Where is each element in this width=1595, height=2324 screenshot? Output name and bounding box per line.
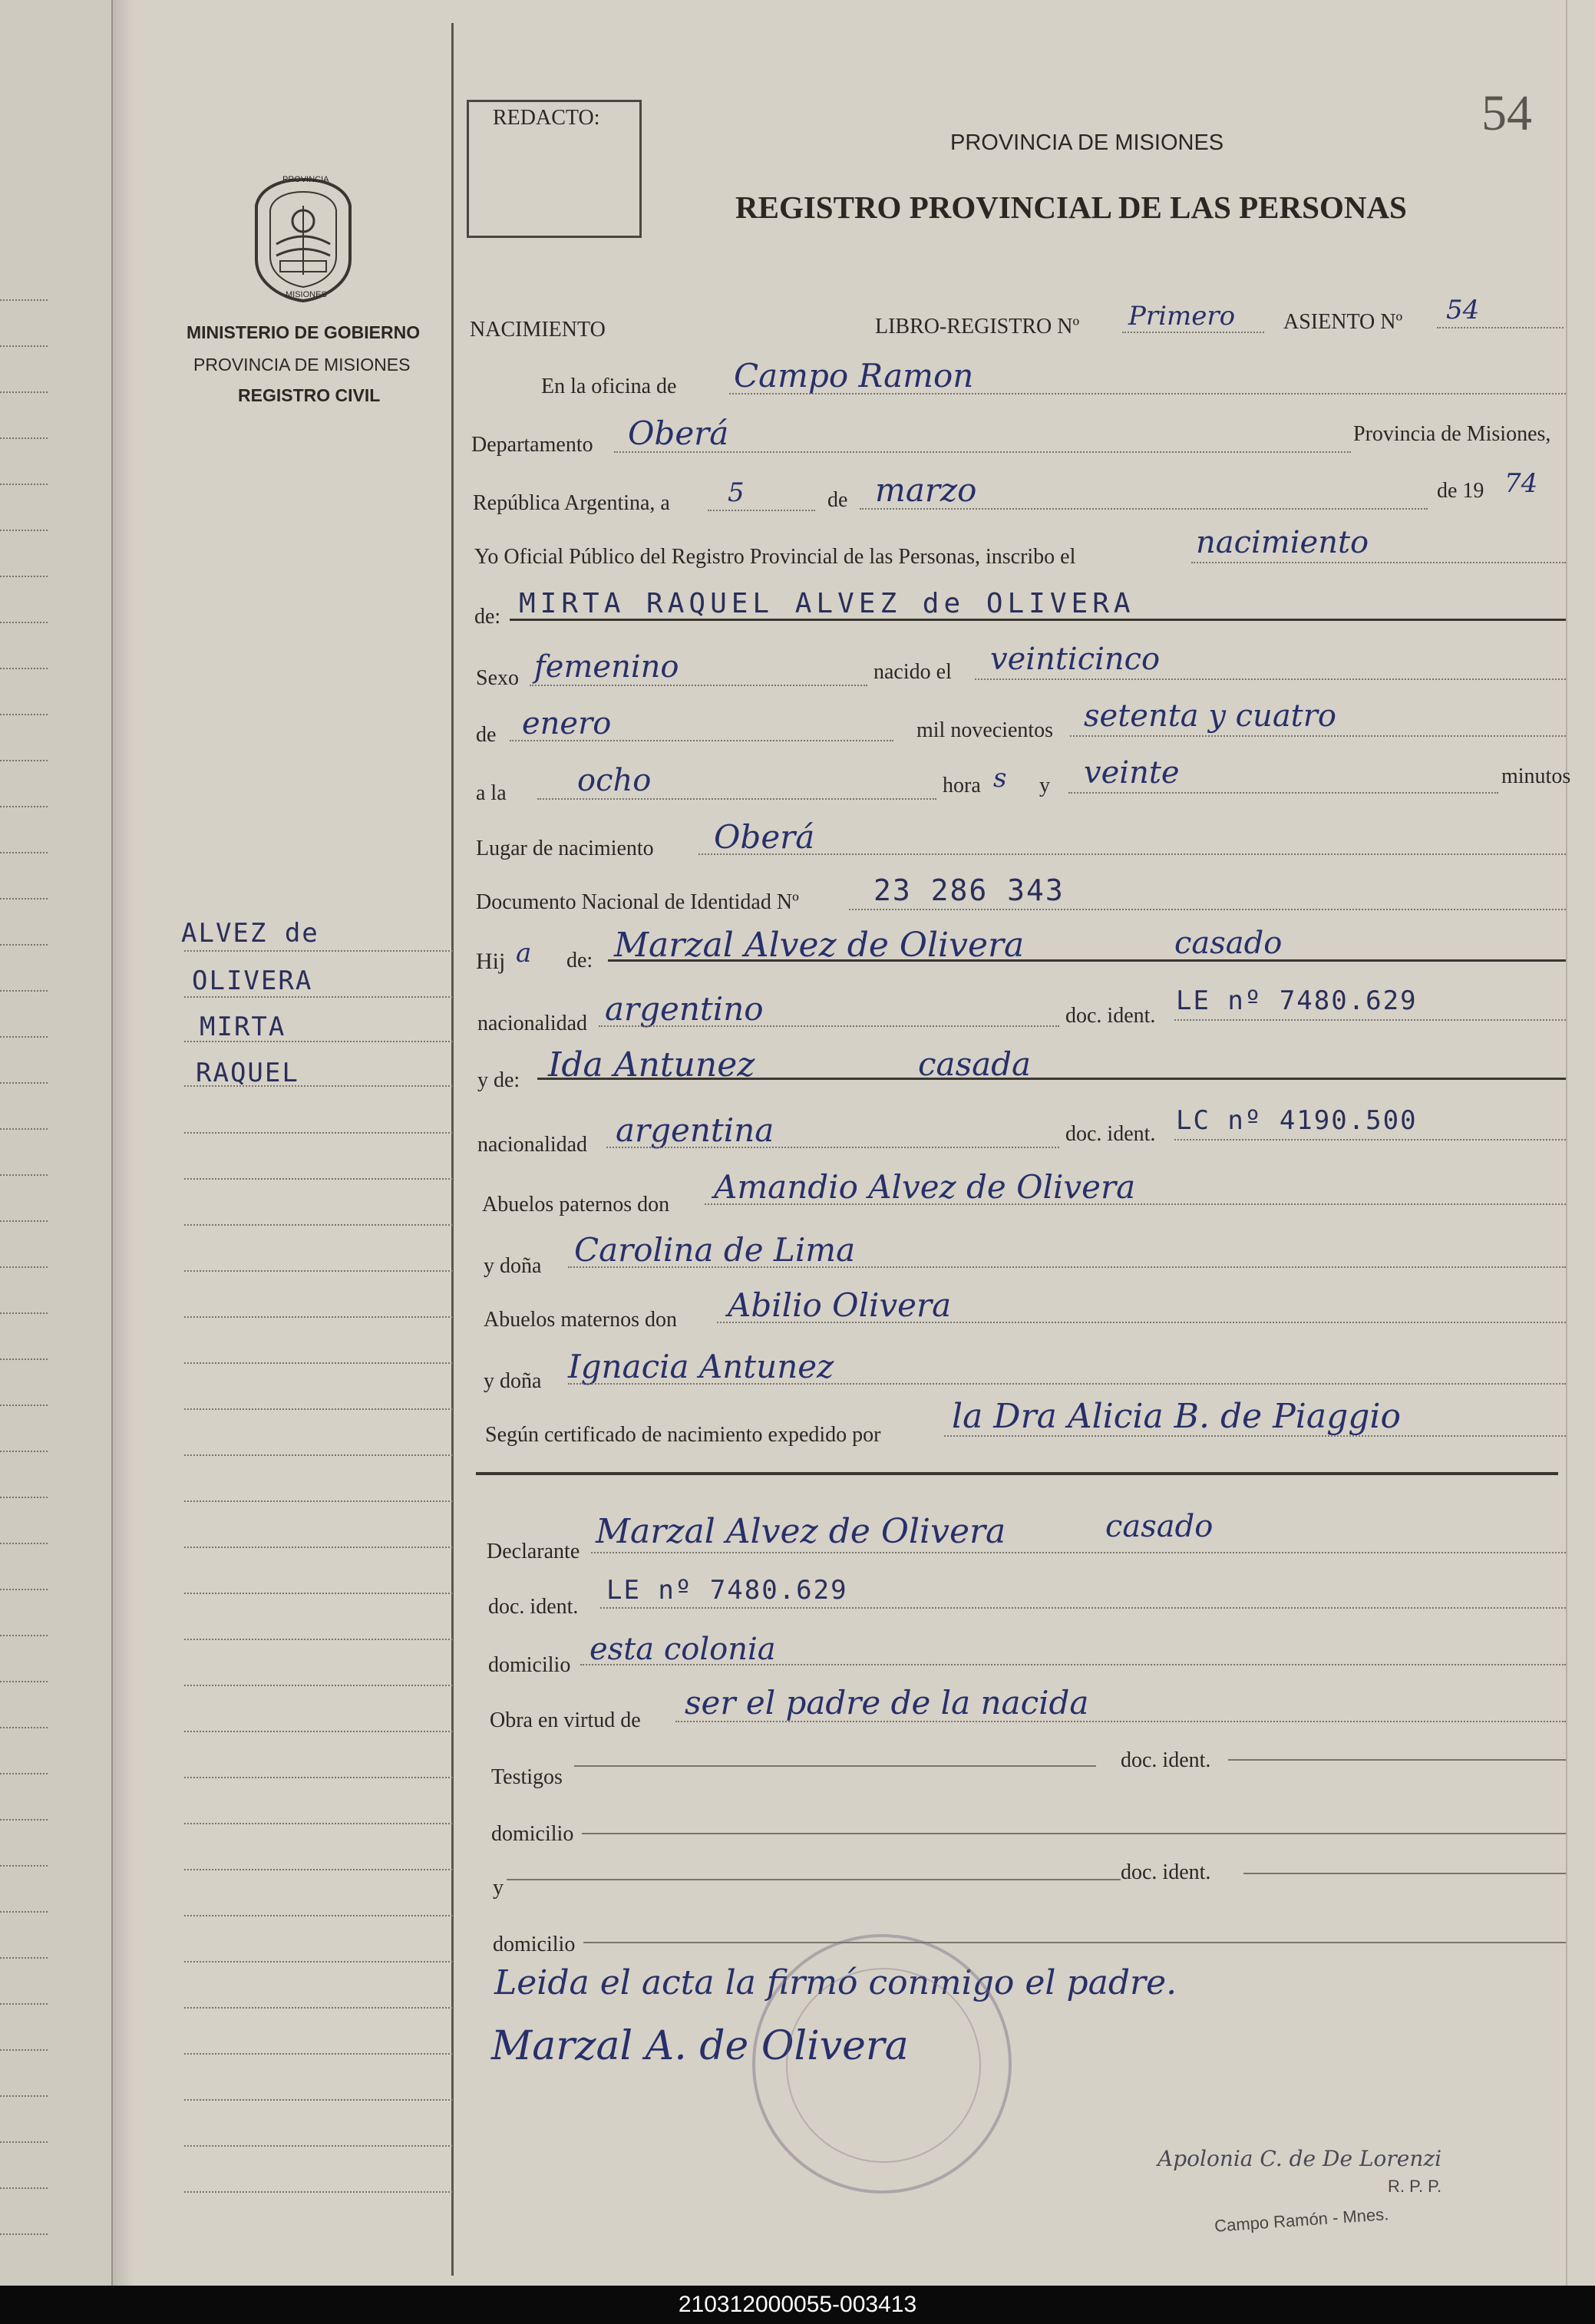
segun-label: Según certificado de nacimiento expedido por bbox=[485, 1423, 881, 1447]
facing-page-rule bbox=[0, 760, 48, 761]
oficial-sub1: R. P. P. bbox=[1388, 2177, 1442, 2196]
anio-label: de 19 bbox=[1437, 479, 1484, 503]
ala-label: a la bbox=[476, 781, 507, 805]
docident-label-1: doc. ident. bbox=[1065, 1004, 1156, 1028]
emblem-bottom-text: MISIONES bbox=[286, 290, 327, 299]
mes-dots bbox=[860, 508, 1428, 510]
facing-page-rule bbox=[0, 1773, 48, 1774]
facing-page-rule bbox=[0, 484, 48, 485]
anio-nac-value: setenta y cuatro bbox=[1084, 698, 1336, 734]
de2-label: de bbox=[476, 723, 497, 747]
docident-label-3: doc. ident. bbox=[488, 1595, 579, 1619]
testigo2-dom-line bbox=[583, 1942, 1566, 1943]
sidebar-rule bbox=[184, 950, 453, 952]
abuelo-mat-dots bbox=[717, 1322, 1566, 1323]
facing-page-rule bbox=[0, 622, 48, 623]
padre-rule bbox=[608, 959, 1566, 962]
domicilio-label-2: domicilio bbox=[491, 1822, 574, 1846]
oficina-value: Campo Ramon bbox=[734, 357, 974, 394]
republica-label: República Argentina, a bbox=[473, 491, 670, 515]
nacionalidad-label-2: nacionalidad bbox=[477, 1133, 588, 1157]
sidebar-rule bbox=[184, 2145, 453, 2147]
declarante-label: Declarante bbox=[487, 1540, 580, 1563]
nombre-inscripto: MIRTA RAQUEL ALVEZ de OLIVERA bbox=[519, 588, 1135, 619]
mes-value: marzo bbox=[875, 471, 977, 509]
padre-nac-dots bbox=[599, 1025, 1059, 1027]
margin-rule bbox=[451, 23, 454, 2276]
sexo-dots bbox=[530, 685, 867, 686]
sidebar-rule bbox=[184, 1362, 453, 1364]
hora-value: ocho bbox=[577, 763, 652, 798]
testigo2-doc-line bbox=[1243, 1873, 1566, 1874]
testigo-dom-line bbox=[582, 1833, 1566, 1834]
facing-page-rule bbox=[0, 299, 48, 301]
facing-page-rule bbox=[0, 990, 48, 992]
sidebar-rule bbox=[184, 1915, 453, 1916]
decl-doc-dots bbox=[600, 1607, 1566, 1609]
anio-nac-dots bbox=[1070, 735, 1566, 737]
padre-estado: casado bbox=[1174, 926, 1283, 961]
abuelos-maternos-label: Abuelos maternos don bbox=[484, 1308, 677, 1332]
sidebar-rule bbox=[184, 1547, 453, 1548]
sidebar-rule bbox=[184, 1777, 453, 1778]
sidebar-rule bbox=[184, 1500, 453, 1502]
nacionalidad-label-1: nacionalidad bbox=[477, 1012, 588, 1035]
de-label: de bbox=[827, 488, 848, 512]
sidebar-rule bbox=[184, 1731, 453, 1732]
domicilio-value: esta colonia bbox=[589, 1632, 776, 1667]
hij-de-label: de: bbox=[566, 949, 593, 972]
oficina-label: En la oficina de bbox=[541, 375, 677, 398]
departamento-dots bbox=[614, 451, 1351, 453]
sexo-label: Sexo bbox=[476, 666, 519, 690]
domicilio-dots bbox=[580, 1664, 1566, 1665]
civil-registry-line: REGISTRO CIVIL bbox=[238, 385, 381, 405]
facing-page-edge bbox=[0, 0, 113, 2286]
dni-dots bbox=[849, 909, 1566, 910]
provincia-tail: Provincia de Misiones, bbox=[1353, 422, 1551, 446]
nacido-value: veinticinco bbox=[990, 642, 1161, 677]
anio-value: 74 bbox=[1504, 468, 1538, 499]
asiento-dots bbox=[1437, 327, 1564, 328]
oficina-dots bbox=[729, 393, 1566, 394]
facing-page-rule bbox=[0, 1220, 48, 1222]
sidebar-rule bbox=[184, 1685, 453, 1686]
sidebar-first-name: MIRTA bbox=[200, 1012, 286, 1042]
sidebar-rule bbox=[184, 1593, 453, 1594]
sidebar-rule bbox=[184, 1639, 453, 1640]
facing-page-rule bbox=[0, 898, 48, 900]
facing-page-rule bbox=[0, 530, 48, 531]
departamento-value: Oberá bbox=[628, 414, 729, 452]
sidebar-rule bbox=[184, 1961, 453, 1963]
mes-nac-value: enero bbox=[522, 706, 612, 741]
facing-page-rule bbox=[0, 1497, 48, 1498]
departamento-label: Departamento bbox=[471, 433, 593, 457]
hij-label: Hij bbox=[476, 949, 506, 974]
binding-shadow bbox=[111, 0, 134, 2286]
inscribo-dots bbox=[1191, 562, 1566, 563]
seal-inner-ring bbox=[786, 1968, 981, 2163]
emblem-top-text: PROVINCIA bbox=[282, 175, 329, 184]
nacido-dots bbox=[975, 678, 1566, 680]
abuelo-paterno: Amandio Alvez de Olivera bbox=[714, 1168, 1136, 1206]
sidebar-rule bbox=[184, 2007, 453, 2009]
sidebar-rule bbox=[184, 1869, 453, 1870]
facing-page-rule bbox=[0, 668, 48, 669]
nacimiento-label: NACIMIENTO bbox=[470, 318, 606, 342]
facing-page-rule bbox=[0, 1174, 48, 1176]
dni-value: 23 286 343 bbox=[873, 873, 1065, 907]
minutos-dots bbox=[1068, 792, 1498, 794]
facing-page-rule bbox=[0, 1128, 48, 1130]
madre-nacionalidad: argentina bbox=[616, 1111, 774, 1149]
domicilio-label-3: domicilio bbox=[493, 1933, 576, 1956]
dni-label: Documento Nacional de Identidad Nº bbox=[476, 890, 799, 914]
sidebar-rule bbox=[184, 1178, 453, 1180]
declarante-value: Marzal Alvez de Olivera bbox=[596, 1512, 1006, 1551]
libro-value: Primero bbox=[1128, 301, 1236, 332]
facing-page-rule bbox=[0, 714, 48, 715]
ydona-label-2: y doña bbox=[484, 1369, 542, 1393]
lugar-label: Lugar de nacimiento bbox=[476, 837, 654, 860]
sidebar-rule bbox=[184, 2053, 453, 2055]
ydona-label-1: y doña bbox=[484, 1254, 542, 1278]
oficial-sub2: Campo Ramón - Mnes. bbox=[1214, 2204, 1389, 2236]
facing-page-rule bbox=[0, 806, 48, 807]
facing-page-rule bbox=[0, 1451, 48, 1452]
madre-value: Ida Antunez bbox=[548, 1045, 755, 1084]
inscribo-value: nacimiento bbox=[1196, 525, 1369, 560]
facing-page-rule bbox=[0, 2187, 48, 2189]
provincial-emblem-icon bbox=[246, 175, 361, 305]
madre-nac-dots bbox=[606, 1147, 1059, 1148]
minutos-value: veinte bbox=[1084, 755, 1180, 791]
page-edge-line bbox=[1566, 0, 1567, 2286]
padre-doc: LE nº 7480.629 bbox=[1176, 985, 1418, 1016]
facing-page-rule bbox=[0, 1405, 48, 1406]
testigos-label: Testigos bbox=[491, 1765, 563, 1789]
dia-value: 5 bbox=[728, 477, 745, 508]
hora-suffix: s bbox=[993, 763, 1007, 794]
testigo2-line bbox=[507, 1879, 1121, 1880]
folio-number: 54 bbox=[1481, 85, 1532, 141]
obra-label: Obra en virtud de bbox=[490, 1708, 641, 1732]
facing-page-rule bbox=[0, 1727, 48, 1728]
mil-label: mil novecientos bbox=[916, 718, 1054, 742]
ministry-line: MINISTERIO DE GOBIERNO bbox=[187, 322, 421, 342]
hij-suffix: a bbox=[516, 938, 532, 969]
image-caption: 210312000055-003413 bbox=[0, 2286, 1595, 2324]
testigo-doc-line bbox=[1228, 1759, 1566, 1761]
libro-label: LIBRO-REGISTRO Nº bbox=[875, 315, 1080, 338]
facing-page-rule bbox=[0, 1312, 48, 1314]
declarante-firma: Marzal A. de Olivera bbox=[491, 2023, 909, 2069]
facing-page-rule bbox=[0, 1036, 48, 1038]
libro-dots bbox=[1122, 332, 1264, 333]
lugar-dots bbox=[698, 853, 1566, 855]
yo-oficial-text: Yo Oficial Público del Registro Provincial de las Personas, inscribo el bbox=[474, 545, 1076, 569]
padre-doc-dots bbox=[1174, 1019, 1566, 1021]
facing-page-rule bbox=[0, 1681, 48, 1682]
asiento-label: ASIENTO Nº bbox=[1283, 310, 1403, 334]
declarante-estado: casado bbox=[1105, 1509, 1214, 1544]
de-colon-label: de: bbox=[474, 605, 501, 629]
obra-dots bbox=[675, 1721, 1566, 1722]
facing-page-rule bbox=[0, 1266, 48, 1268]
section-divider bbox=[476, 1472, 1558, 1475]
facing-page-rule bbox=[0, 437, 48, 439]
facing-page-rule bbox=[0, 1635, 48, 1636]
segun-value: la Dra Alicia B. de Piaggio bbox=[952, 1397, 1401, 1436]
abuela-pat-dots bbox=[568, 1266, 1566, 1268]
minutos-label: minutos bbox=[1501, 764, 1571, 788]
sexo-value: femenino bbox=[534, 649, 679, 685]
mes-nac-dots bbox=[510, 740, 893, 741]
madre-estado: casada bbox=[918, 1045, 1032, 1083]
redacto-label: REDACTO: bbox=[493, 106, 600, 130]
abuela-materna: Ignacia Antunez bbox=[568, 1348, 834, 1385]
sidebar-surname: ALVEZ de bbox=[181, 918, 319, 949]
facing-page-rule bbox=[0, 1865, 48, 1867]
lugar-value: Oberá bbox=[714, 818, 815, 856]
sidebar-rule bbox=[184, 1823, 453, 1824]
y-label: y bbox=[1039, 774, 1050, 797]
sidebar-rule bbox=[184, 2099, 453, 2101]
abuela-mat-dots bbox=[568, 1383, 1566, 1385]
sidebar-rule bbox=[184, 2191, 453, 2193]
madre-rule bbox=[537, 1078, 1566, 1080]
declarante-dots bbox=[591, 1552, 1566, 1553]
madre-doc: LC nº 4190.500 bbox=[1176, 1105, 1418, 1136]
asiento-value: 54 bbox=[1446, 295, 1480, 325]
sidebar-rule bbox=[184, 1132, 453, 1134]
madre-doc-dots bbox=[1174, 1139, 1566, 1141]
sidebar-rule bbox=[184, 1270, 453, 1272]
facing-page-rule bbox=[0, 1543, 48, 1544]
padre-nacionalidad: argentino bbox=[605, 990, 764, 1028]
oficial-firma: Apolonia C. de De Lorenzi bbox=[1157, 2146, 1442, 2171]
facing-page-rule bbox=[0, 1819, 48, 1821]
abuela-paterna: Carolina de Lima bbox=[574, 1231, 856, 1269]
obra-value: ser el padre de la nacida bbox=[685, 1684, 1089, 1722]
declarante-doc: LE nº 7480.629 bbox=[606, 1575, 848, 1606]
province-title: PROVINCIA DE MISIONES bbox=[950, 130, 1224, 155]
official-seal-stamp bbox=[752, 1934, 1012, 2194]
facing-page-rule bbox=[0, 944, 48, 946]
nacido-label: nacido el bbox=[873, 660, 952, 684]
facing-page-rule bbox=[0, 2141, 48, 2143]
sidebar-rule bbox=[184, 1316, 453, 1318]
padre-value: Marzal Alvez de Olivera bbox=[614, 926, 1025, 965]
hora-dots bbox=[537, 798, 936, 800]
y-short-label: y bbox=[493, 1876, 504, 1900]
yde-label: y de: bbox=[477, 1068, 520, 1092]
hora-label: hora bbox=[943, 774, 981, 797]
abuelo-pat-dots bbox=[705, 1203, 1566, 1205]
facing-page-rule bbox=[0, 1589, 48, 1590]
abuelo-materno: Abilio Olivera bbox=[728, 1286, 952, 1324]
sidebar-second-name: RAQUEL bbox=[196, 1058, 299, 1088]
segun-dots bbox=[944, 1435, 1566, 1437]
leida-text: Leida el acta la firmó conmigo el padre. bbox=[494, 1963, 1177, 2002]
sidebar-surname-2: OLIVERA bbox=[192, 966, 313, 996]
sidebar-rule bbox=[184, 996, 453, 998]
facing-page-rule bbox=[0, 2049, 48, 2051]
facing-page-rule bbox=[0, 345, 48, 347]
facing-page-rule bbox=[0, 1911, 48, 1913]
facing-page-rule bbox=[0, 2233, 48, 2235]
registry-title: REGISTRO PROVINCIAL DE LAS PERSONAS bbox=[735, 190, 1407, 225]
facing-page-rule bbox=[0, 1957, 48, 1959]
facing-page-rule bbox=[0, 2003, 48, 2005]
facing-page-rule bbox=[0, 1358, 48, 1360]
docident-label-5: doc. ident. bbox=[1121, 1860, 1211, 1884]
domicilio-label-1: domicilio bbox=[488, 1653, 571, 1677]
docident-label-2: doc. ident. bbox=[1065, 1122, 1156, 1146]
sidebar-rule bbox=[184, 1454, 453, 1456]
sidebar-rule bbox=[184, 1408, 453, 1410]
nombre-rule bbox=[510, 619, 1566, 621]
facing-page-rule bbox=[0, 1082, 48, 1084]
facing-page-rule bbox=[0, 2095, 48, 2097]
sidebar-rule bbox=[184, 1224, 453, 1226]
facing-page-rule bbox=[0, 852, 48, 853]
testigos-line bbox=[574, 1765, 1096, 1767]
dia-dots bbox=[708, 510, 815, 511]
facing-page-rule bbox=[0, 576, 48, 577]
facing-page-rule bbox=[0, 391, 48, 393]
docident-label-4: doc. ident. bbox=[1121, 1748, 1211, 1772]
abuelos-paternos-label: Abuelos paternos don bbox=[482, 1193, 670, 1216]
province-line-left: PROVINCIA DE MISIONES bbox=[193, 355, 411, 375]
